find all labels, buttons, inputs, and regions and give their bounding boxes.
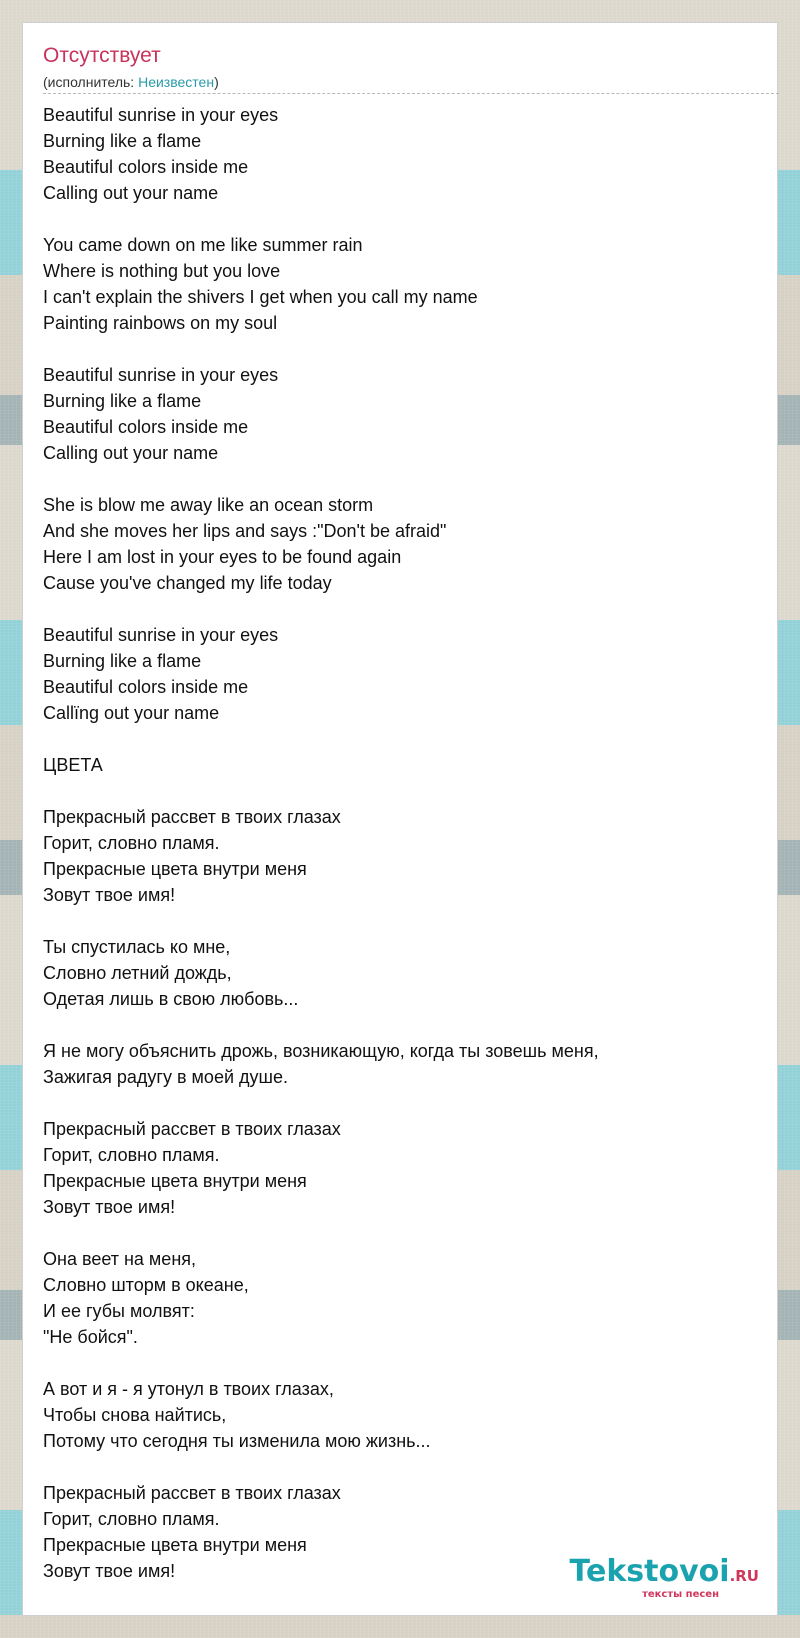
artist-line (43, 73, 219, 91)
artist-suffix: ) (214, 74, 219, 90)
logo-tagline: тексты песен (642, 1589, 719, 1600)
site-watermark-logo (549, 1555, 759, 1601)
lyrics-card (22, 22, 778, 1616)
lyrics-text: Beautiful sunrise in your eyes Burning like a flame Beautiful colors inside me Calling out your name You came down on me like summer rain Where is nothing but you love I can't explain the shivers I get when you call my name Painting rainbows on my soul Beautiful sunrise in your eyes Burning like a flame Beautiful colors inside me Calling out your name She is blow me away like an ocean storm And she moves her lips and says :"Don't be afraid" Here I am lost in your eyes to be found again Cause you've changed my life today Beautiful sunrise in your eyes Burning like a flame Beautiful colors inside me Callïng out your name ЦВЕТА Прекрасный рассвет в твоих глазах Горит, словно пламя. Прекрасные цвета внутри меня Зовут твое имя! Ты спустилась ко мне, Словно летний дождь, Одетая лишь в свою любовь... Я не могу объяснить дрожь, возникающую, когда ты зовешь меня, Зажигая радугу в моей душе. Прекрасный рассвет в твоих глазах Горит, словно пламя. Прекрасные цвета внутри меня Зовут твое имя! Она веет на меня, Словно шторм в океане, И ее губы молвят: "Не бойся". А вот и я - я утонул в твоих глазах, Чтобы снова найтись, Потому что сегодня ты изменила мою жизнь... Прекрасный рассвет в твоих глазах Горит, словно пламя. Прекрасные цвета внутри меня Зовут твое имя! (43, 105, 599, 1581)
logo-wordmark (570, 1555, 759, 1593)
title-divider (43, 93, 779, 94)
artist-prefix: (исполнитель: (43, 74, 139, 90)
artist-link[interactable]: Неизвестен (138, 74, 215, 90)
logo-tld: .RU (729, 1567, 759, 1585)
song-title: Отсутствует (43, 44, 161, 67)
logo-brand: Tekstovoi (569, 1554, 730, 1589)
